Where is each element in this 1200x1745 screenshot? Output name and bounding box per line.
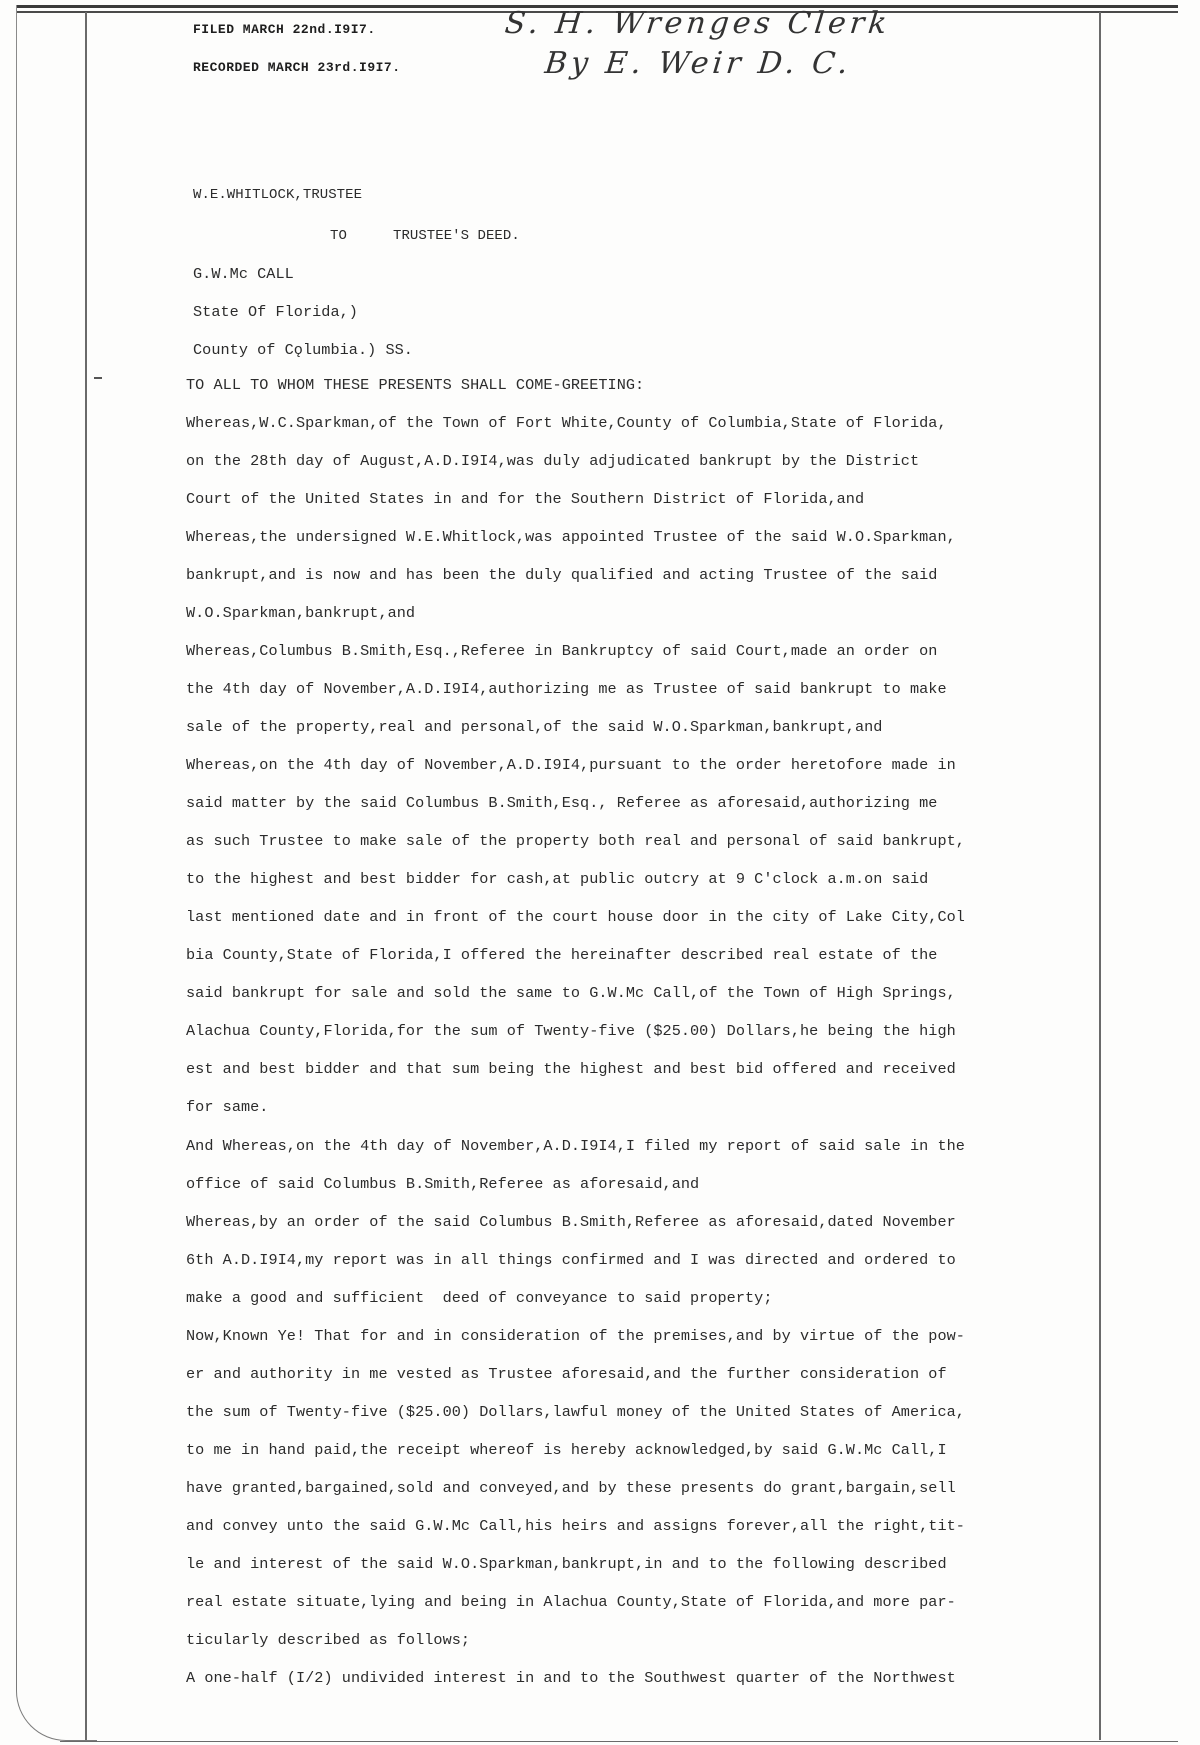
deed-text-line: Whereas,by an order of the said Columbus B.Smith,Referee as aforesaid,dated November [186,1213,956,1231]
deed-text-line: TO ALL TO WHOM THESE PRESENTS SHALL COME-GREETING: [186,376,645,394]
deed-text-line: Whereas,the undersigned W.E.Whitlock,was appointed Trustee of the said W.O.Sparkman, [186,528,956,546]
deed-text-line: Whereas,on the 4th day of November,A.D.I9I4,pursuant to the order heretofore made in [186,756,956,774]
deed-text-line: Whereas,Columbus B.Smith,Esq.,Referee in Bankruptcy of said Court,made an order on [186,642,938,660]
grantor: W.E.WHITLOCK,TRUSTEE [193,187,363,203]
deed-text-line: Whereas,W.C.Sparkman,of the Town of Fort White,County of Columbia,State of Florida, [186,414,947,432]
deed-text-line: and convey unto the said G.W.Mc Call,his heirs and assigns forever,all the right,tit- [186,1517,965,1535]
deed-text-line: er and authority in me vested as Trustee aforesaid,and the further consideration of [186,1365,947,1383]
deed-text-line: bia County,State of Florida,I offered the hereinafter described real estate of the [186,946,938,964]
deed-text-line: the 4th day of November,A.D.I9I4,authorizing me as Trustee of said bankrupt to make [186,680,947,698]
deed-text-line: have granted,bargained,sold and conveyed,and by these presents do grant,bargain,sell [186,1479,956,1497]
deed-text-line: Court of the United States in and for the Southern District of Florida,and [186,490,865,508]
deed-text-line: make a good and sufficient deed of conveyance to said property; [186,1289,773,1307]
to-label: TO [330,228,347,244]
clerk-signature: S. H. Wrenges Clerk [503,6,893,41]
right-margin-line [1099,12,1101,1740]
deed-text-line: And Whereas,on the 4th day of November,A.D.I9I4,I filed my report of said sale in the [186,1137,965,1155]
filed-date: FILED MARCH 22nd.I9I7. [193,22,376,37]
deputy-clerk-signature: By E. Weir D. C. [543,46,854,81]
venue-county: County of Cǫlumbia.) SS. [193,341,413,359]
deed-text-line: to the highest and best bidder for cash,at public outcry at 9 C'clock a.m.on said [186,870,929,888]
deed-text-line: ticularly described as follows; [186,1631,471,1649]
deed-text-line: real estate situate,lying and being in Alachua County,State of Florida,and more par- [186,1593,956,1611]
deed-text-line: said matter by the said Columbus B.Smith,Esq., Referee as aforesaid,authorizing me [186,794,938,812]
deed-text-line: the sum of Twenty-five ($25.00) Dollars,lawful money of the United States of America, [186,1403,965,1421]
deed-text-line: le and interest of the said W.O.Sparkman,bankrupt,in and to the following described [186,1555,947,1573]
deed-text-line: office of said Columbus B.Smith,Referee as aforesaid,and [186,1175,700,1193]
deed-text-line: 6th A.D.I9I4,my report was in all things confirmed and I was directed and ordered to [186,1251,956,1269]
deed-text-line: sale of the property,real and personal,of the said W.O.Sparkman,bankrupt,and [186,718,883,736]
page-edge-left [16,5,17,1675]
deed-text-line: said bankrupt for sale and sold the same to G.W.Mc Call,of the Town of High Springs, [186,984,956,1002]
grantee: G.W.Mc CALL [193,265,294,283]
deed-text-line: last mentioned date and in front of the court house door in the city of Lake City,Col [186,908,965,926]
deed-text-line: bankrupt,and is now and has been the duly qualified and acting Trustee of the said [186,566,938,584]
deed-text-line: to me in hand paid,the receipt whereof is hereby acknowledged,by said G.W.Mc Call,I [186,1441,947,1459]
deed-text-line: A one-half (I/2) undivided interest in and to the Southwest quarter of the Northwest [186,1669,956,1687]
deed-text-line: Alachua County,Florida,for the sum of Twenty-five ($25.00) Dollars,he being the high [186,1022,956,1040]
recorded-date: RECORDED MARCH 23rd.I9I7. [193,60,401,75]
deed-text-line: for same. [186,1098,269,1116]
venue-state: State Of Florida,) [193,303,358,321]
margin-tick-mark [94,377,102,379]
deed-type: TRUSTEE'S DEED. [393,228,520,244]
left-margin-line [85,12,87,1740]
deed-text-line: on the 28th day of August,A.D.I9I4,was duly adjudicated bankrupt by the District [186,452,920,470]
deed-text-line: W.O.Sparkman,bankrupt,and [186,604,416,622]
bottom-rule [60,1741,1178,1742]
deed-text-line: est and best bidder and that sum being the highest and best bid offered and received [186,1060,956,1078]
deed-text-line: as such Trustee to make sale of the property both real and personal of said bankrupt, [186,832,965,850]
deed-text-line: Now,Known Ye! That for and in consideration of the premises,and by virtue of the pow- [186,1327,965,1345]
